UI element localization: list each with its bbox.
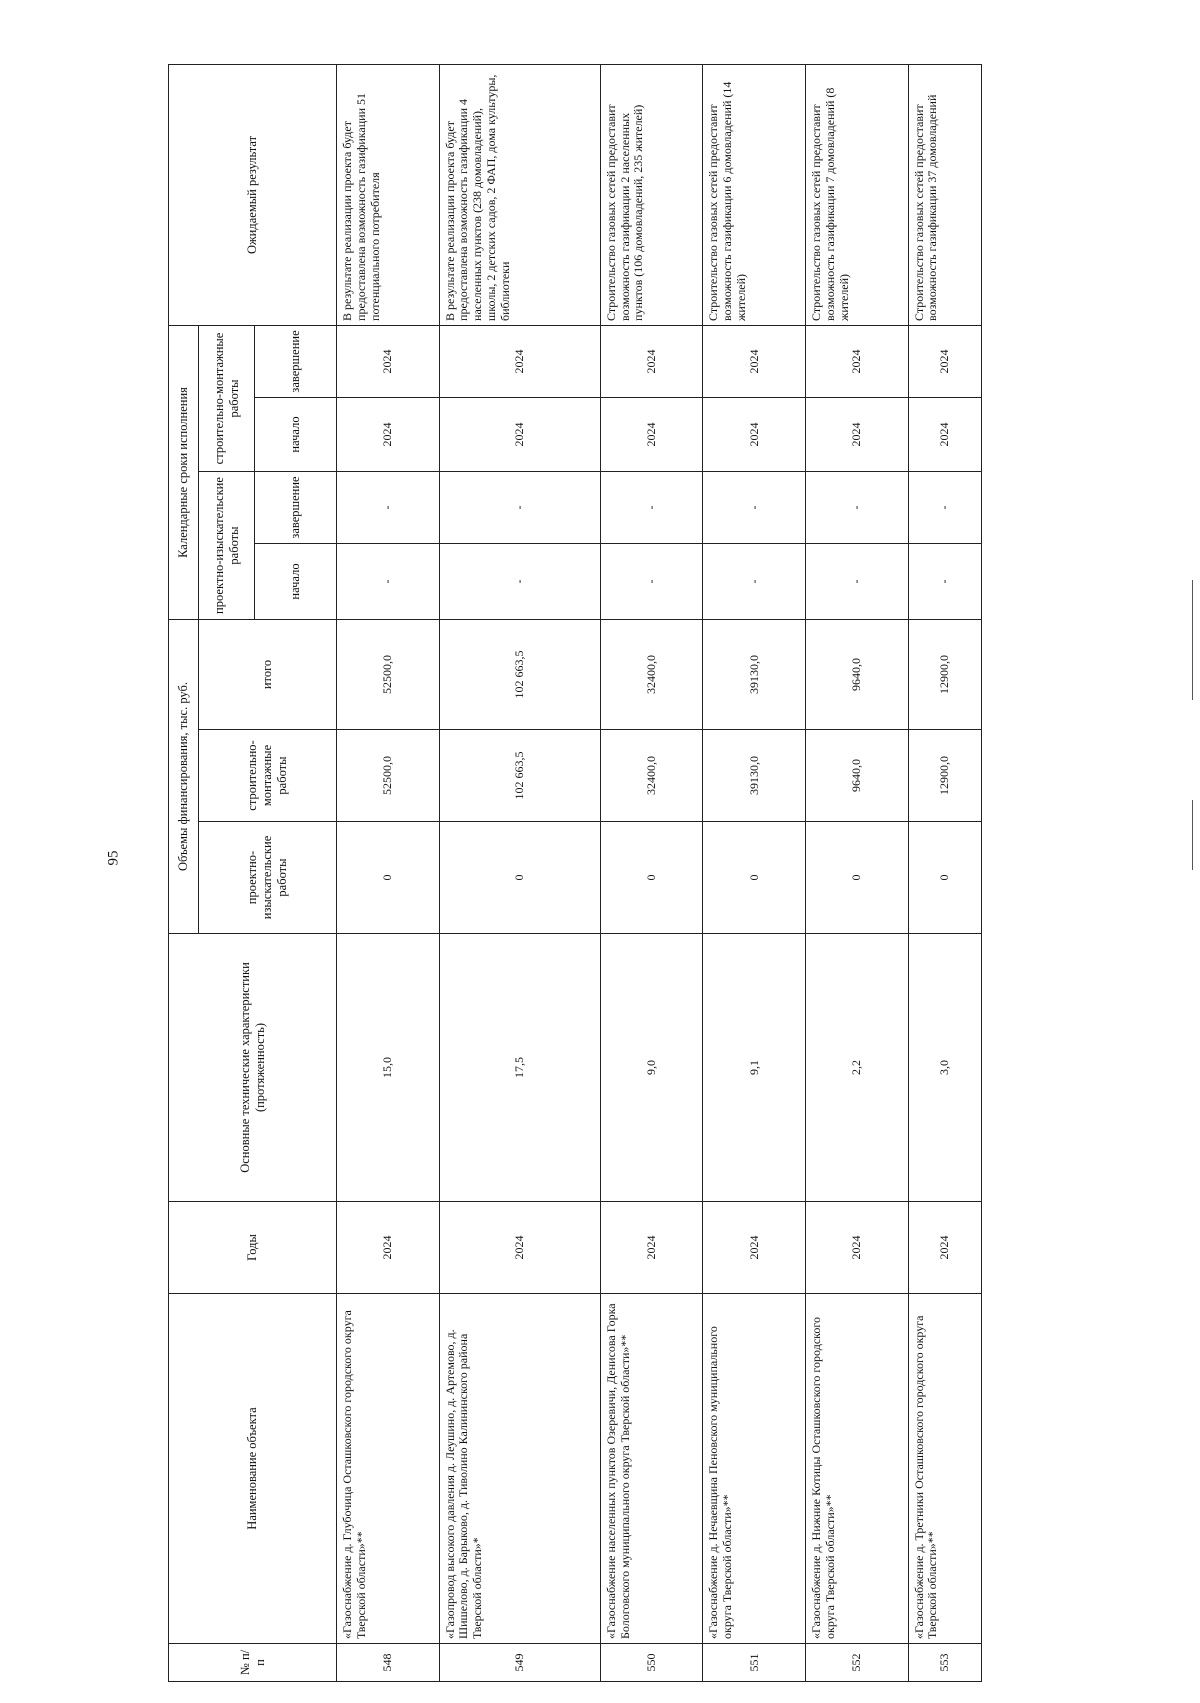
header-sch-build: строительно-монтажные работы: [199, 325, 255, 471]
header-num: № п/п: [169, 1644, 337, 1682]
row-fin-total: 32400,0: [600, 620, 703, 730]
header-fin-build: строительно-монтажные работы: [199, 730, 337, 822]
row-des-start: -: [805, 544, 908, 620]
header-years: Годы: [169, 1202, 337, 1294]
scan-edge-line: [1192, 580, 1193, 700]
row-num: 549: [439, 1644, 600, 1682]
row-des-end: -: [337, 472, 440, 544]
table-row: [439, 64, 600, 1681]
row-fin-design: 0: [439, 822, 600, 934]
table-row: [600, 64, 703, 1681]
row-fin-total: 39130,0: [703, 620, 806, 730]
row-fin-design: 0: [703, 822, 806, 934]
row-des-end: -: [600, 472, 703, 544]
row-fin-total: 9640,0: [805, 620, 908, 730]
row-build-end: 2024: [703, 325, 806, 397]
row-fin-build: 9640,0: [805, 730, 908, 822]
gasification-table: [168, 64, 982, 1682]
header-finance: Объемы финансирования, тыс. руб.: [169, 620, 199, 934]
table-row: [703, 64, 806, 1681]
row-build-start: 2024: [805, 398, 908, 472]
header-build-start: начало: [255, 398, 337, 472]
page-number: 95: [105, 850, 122, 866]
row-result: Строительство газовых сетей предоставит возможность газификации 37 домовладений: [908, 64, 981, 325]
row-fin-build: 52500,0: [337, 730, 440, 822]
row-fin-design: 0: [908, 822, 981, 934]
row-num: 548: [337, 1644, 440, 1682]
row-fin-build: 102 663,5: [439, 730, 600, 822]
object-name: «Газопровод высокого давления д. Леушино, д. Артемово, д. Шишелово, д. Барыково, д. Тиволино Калининского района Тверской области»*: [439, 1294, 600, 1644]
header-build-end: завершение: [255, 325, 337, 397]
row-fin-build: 12900,0: [908, 730, 981, 822]
row-fin-build: 39130,0: [703, 730, 806, 822]
row-result: Строительство газовых сетей предоставит возможность газификации 2 населенных пунктов (106 домовладений, 235 жителей): [600, 64, 703, 325]
table-row: [337, 64, 440, 1681]
row-des-start: -: [703, 544, 806, 620]
header-name: Наименование объекта: [169, 1294, 337, 1644]
row-build-end: 2024: [600, 325, 703, 397]
row-des-end: -: [439, 472, 600, 544]
row-fin-design: 0: [600, 822, 703, 934]
row-fin-total: 52500,0: [337, 620, 440, 730]
object-name: «Газоснабжение д. Нижние Котицы Осташковского городского округа Тверской области»**: [805, 1294, 908, 1644]
header-des-end: завершение: [255, 472, 337, 544]
header-result: Ожидаемый результат: [169, 64, 337, 325]
row-length: 17,5: [439, 934, 600, 1202]
row-des-start: -: [600, 544, 703, 620]
row-fin-design: 0: [805, 822, 908, 934]
row-num: 553: [908, 1644, 981, 1682]
header-fin-total: итого: [199, 620, 337, 730]
row-length: 3,0: [908, 934, 981, 1202]
row-year: 2024: [908, 1202, 981, 1294]
row-year: 2024: [337, 1202, 440, 1294]
row-build-start: 2024: [908, 398, 981, 472]
table-row: [908, 64, 981, 1681]
row-des-start: -: [439, 544, 600, 620]
row-num: 552: [805, 1644, 908, 1682]
row-year: 2024: [805, 1202, 908, 1294]
row-fin-design: 0: [337, 822, 440, 934]
header-sch-design: проектно-изыскательские работы: [199, 472, 255, 620]
row-fin-total: 102 663,5: [439, 620, 600, 730]
header-schedule: Календарные сроки исполнения: [169, 325, 199, 619]
header-tech: Основные технические характеристики (протяженность): [169, 934, 337, 1202]
row-result: В результате реализации проекта будет предоставлена возможность газификации 4 населенных пунктов (238 домовладений), школы, 2 детских садов, 2 ФАП, дома культуры, библиотеки: [439, 64, 600, 325]
row-des-end: -: [703, 472, 806, 544]
row-build-start: 2024: [703, 398, 806, 472]
row-build-end: 2024: [337, 325, 440, 397]
row-year: 2024: [703, 1202, 806, 1294]
row-year: 2024: [600, 1202, 703, 1294]
row-build-start: 2024: [337, 398, 440, 472]
row-des-start: -: [337, 544, 440, 620]
row-build-end: 2024: [439, 325, 600, 397]
row-year: 2024: [439, 1202, 600, 1294]
row-length: 2,2: [805, 934, 908, 1202]
row-build-start: 2024: [600, 398, 703, 472]
row-build-end: 2024: [805, 325, 908, 397]
header-des-start: начало: [255, 544, 337, 620]
row-num: 550: [600, 1644, 703, 1682]
row-length: 15,0: [337, 934, 440, 1202]
scan-edge-line: [1192, 800, 1193, 870]
object-name: «Газоснабжение д. Третники Осташковского городского округа Тверской области»**: [908, 1294, 981, 1644]
row-build-start: 2024: [439, 398, 600, 472]
row-length: 9,1: [703, 934, 806, 1202]
object-name: «Газоснабжение населенных пунктов Озеревичи, Денисова Горка Бологовского муниципального округа Тверской области»**: [600, 1294, 703, 1644]
row-result: Строительство газовых сетей предоставит возможность газификации 7 домовладений (8 жителей): [805, 64, 908, 325]
row-num: 551: [703, 1644, 806, 1682]
table-row: [805, 64, 908, 1681]
row-fin-build: 32400,0: [600, 730, 703, 822]
row-build-end: 2024: [908, 325, 981, 397]
row-des-end: -: [805, 472, 908, 544]
object-name: «Газоснабжение д. Нечаевщина Пеновского муниципального округа Тверской области»**: [703, 1294, 806, 1644]
row-des-start: -: [908, 544, 981, 620]
row-fin-total: 12900,0: [908, 620, 981, 730]
object-name: «Газоснабжение д. Глубочица Осташковского городского округа Тверской области»**: [337, 1294, 440, 1644]
row-length: 9,0: [600, 934, 703, 1202]
row-result: В результате реализации проекта будет предоставлена возможность газификации 51 потенциального потребителя: [337, 64, 440, 325]
document-table-container: [168, 65, 982, 1682]
row-des-end: -: [908, 472, 981, 544]
row-result: Строительство газовых сетей предоставит возможность газификации 6 домовладений (14 жителей): [703, 64, 806, 325]
header-fin-design: проектно-изыскательские работы: [199, 822, 337, 934]
